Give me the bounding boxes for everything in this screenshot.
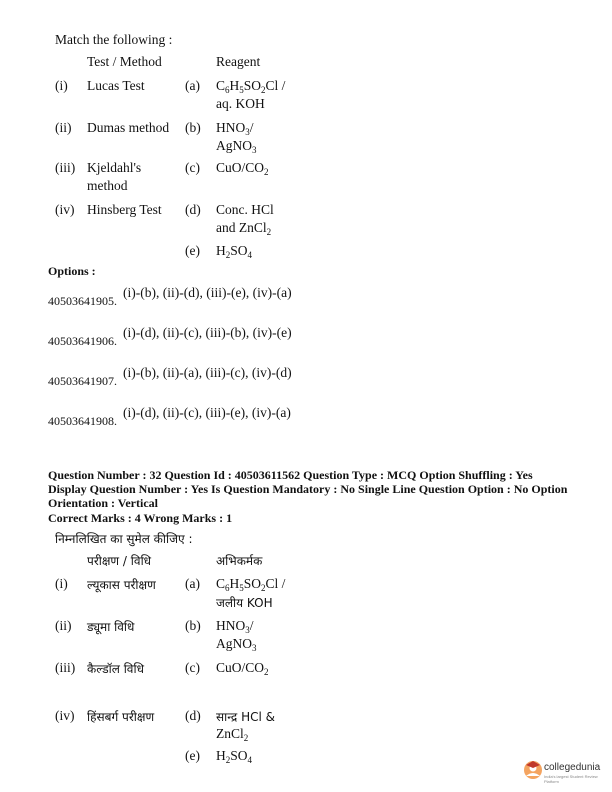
test-name: Lucas Test	[87, 78, 145, 93]
column-header-reagent: Reagent	[216, 54, 261, 69]
reagent-letter: (e)	[185, 243, 200, 258]
reagent-letter: (d)	[185, 202, 201, 217]
test-name: Kjeldahl's	[87, 160, 142, 175]
reagent-text: Conc. HCl	[216, 202, 274, 217]
reagent-formula: $C_6H_5SO_2Cl$ /	[216, 78, 286, 95]
test-name-cont: method	[87, 178, 128, 193]
question-meta-line: Correct Marks : 4 Wrong Marks : 1	[48, 511, 233, 525]
reagent-letter: (a)	[185, 576, 200, 591]
reagent-letter: (b)	[185, 618, 201, 633]
reagent-text-hindi: जलीय KOH	[216, 596, 273, 610]
test-name-hindi: हिंसबर्ग परीक्षण	[87, 710, 155, 724]
options-heading: Options :	[48, 264, 96, 278]
brand-tagline: India's largest Student Review Platform	[544, 774, 598, 784]
column-header-test-hindi: परीक्षण / विधि	[87, 554, 152, 568]
reagent-text-hindi: सान्द्र HCl &	[216, 710, 276, 724]
option-id: 40503641905.	[48, 294, 117, 308]
row-number: (iii)	[55, 160, 76, 175]
test-name-hindi: ल्यूकास परीक्षण	[87, 578, 156, 592]
reagent-letter: (e)	[185, 748, 200, 763]
option-id: 40503641907.	[48, 374, 117, 388]
test-name-hindi: कैल्डॉल विधि	[87, 662, 144, 676]
reagent-letter: (c)	[185, 160, 200, 175]
option-id: 40503641908.	[48, 414, 117, 428]
option-text[interactable]: (i)-(b), (ii)-(d), (iii)-(e), (iv)-(a)	[123, 285, 292, 300]
row-number: (ii)	[55, 120, 72, 135]
test-name: Dumas method	[87, 120, 170, 135]
column-header-test: Test / Method	[87, 54, 162, 69]
reagent-text: and ZnCl	[216, 220, 267, 235]
brand-name: collegedunia	[544, 762, 601, 773]
reagent-formula: $H_2SO_4$	[216, 748, 253, 765]
question-prompt: Match the following :	[55, 32, 173, 47]
option-text[interactable]: (i)-(d), (ii)-(c), (iii)-(e), (iv)-(a)	[123, 405, 291, 420]
reagent-formula: AgNO$_3$	[216, 138, 257, 155]
reagent-letter: (c)	[185, 660, 200, 675]
reagent-formula: $HNO_3/$	[216, 120, 254, 137]
reagent-formula: $HNO_3/$	[216, 618, 254, 635]
reagent-letter: (d)	[185, 708, 201, 723]
reagent-formula: AgNO$_3$	[216, 636, 257, 653]
question-meta-line: Question Number : 32 Question Id : 40503611562 Question Type : MCQ Option Shuffling : Yes	[48, 468, 533, 482]
reagent-formula: ZnCl$_2$	[216, 726, 249, 743]
question-prompt-hindi: निम्नलिखित का सुमेल कीजिए :	[55, 532, 193, 546]
reagent-formula: $C_6H_5SO_2Cl$ /	[216, 576, 286, 593]
row-number: (i)	[55, 576, 68, 591]
option-text[interactable]: (i)-(b), (ii)-(a), (iii)-(c), (iv)-(d)	[123, 365, 292, 380]
row-number: (iv)	[55, 202, 75, 217]
option-id: 40503641906.	[48, 334, 117, 348]
reagent-formula: $H_2SO_4$	[216, 243, 253, 260]
reagent-formula: CuO/$CO_2$	[216, 160, 269, 177]
reagent-letter: (b)	[185, 120, 201, 135]
option-text[interactable]: (i)-(d), (ii)-(c), (iii)-(b), (iv)-(e)	[123, 325, 292, 340]
column-header-reagent-hindi: अभिकर्मक	[216, 554, 263, 568]
question-meta-line: Display Question Number : Yes Is Question Mandatory : No Single Line Question Option : No Option	[48, 482, 568, 496]
test-name-hindi: ड्यूमा विधि	[87, 620, 135, 634]
reagent-formula: and ZnCl$_2$	[216, 220, 272, 237]
question-meta-line: Orientation : Vertical	[48, 496, 158, 510]
row-number: (i)	[55, 78, 68, 93]
reagent-letter: (a)	[185, 78, 200, 93]
reagent-formula: CuO/$CO_2$	[216, 660, 269, 677]
test-name: Hinsberg Test	[87, 202, 162, 217]
row-number: (ii)	[55, 618, 72, 633]
row-number: (iv)	[55, 708, 75, 723]
row-number: (iii)	[55, 660, 76, 675]
reagent-text: aq. KOH	[216, 96, 265, 111]
